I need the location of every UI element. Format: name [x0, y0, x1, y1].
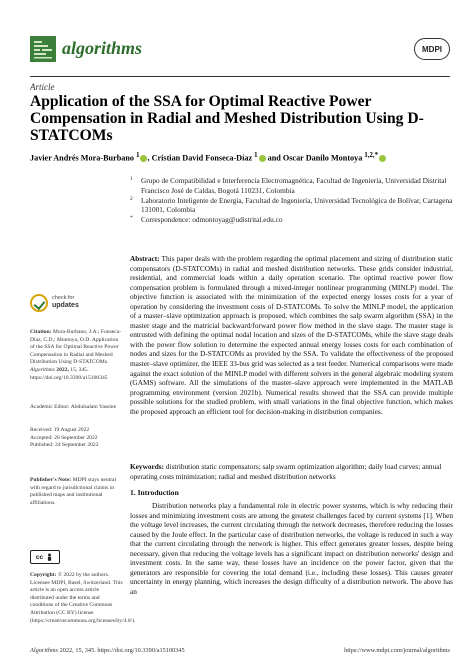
date-accepted: Accepted: 20 September 2022: [30, 434, 98, 441]
academic-editor: Academic Editor: Abdulsalam Yassine: [30, 404, 117, 410]
affiliation-mark: 2: [130, 195, 133, 202]
affiliation-text: Laboratorio Inteligente de Energía, Facultad de Ingeniería, Universidad Tecnológica de Bolívar, Cartagena 131001, Colombia: [141, 195, 453, 214]
person-icon: [45, 553, 54, 562]
author-name[interactable]: Javier Andrés Mora-Burbano: [30, 153, 135, 163]
affiliation-mark: *: [130, 215, 133, 221]
journal-header: [30, 36, 450, 70]
affiliation-text: Grupo de Compatibilidad e Interferencia Electromagnética, Facultad de Ingeniería, Universidad Distrital Francisco José de Caldas, Bogotá 110231, Colombia: [141, 176, 447, 195]
correspondence-text[interactable]: Correspondence: odmontoyag@udistrital.edu.co: [141, 215, 283, 224]
publisher-note-text: MDPI stays neutral with regard to jurisdictional claims in published maps and institutional affiliations.: [30, 477, 117, 506]
copyright-block: [30, 572, 136, 625]
affiliation-item: [130, 196, 455, 215]
author-separator: ,: [147, 153, 150, 163]
intro-paragraph: Distribution networks play a fundamental role in electric power systems, which is why reducing their losses and minimizing investment costs are among the greatest challenges faced by current systems [1]. When the voltage level increases, the current circulating through the network decreases, therefore reducing the losses caused by the Joule effect. In the particular case of distribution networks, the voltage is reduced in such a way that the current circulating through the network is higher. This effect generates greater losses, despite being necessary, given that reducing the voltage levels has a significant impact on distribution networks' design and investment costs. In the same way, these losses have an incidence on the power factor, given that the generators are responsible for covering the total demand (i.e., including these losses). This causes greater uncertainty in energy planning, which increases the design difficulty of a distribution network. The above has an: [130, 501, 453, 596]
footer-doi[interactable]: 2022, 15, 345. https://doi.org/10.3390/a15100345: [59, 647, 185, 654]
citation-block: [30, 329, 124, 382]
footer-journal: Algorithms: [30, 647, 58, 654]
author-name[interactable]: Oscar Danilo Montoya: [282, 153, 363, 163]
orcid-icon[interactable]: [259, 155, 266, 162]
cc-badge-text: cc: [35, 553, 44, 561]
mdpi-logo[interactable]: MDPI: [414, 38, 450, 60]
citation-doi[interactable]: 15, 345. https://doi.org/10.3390/a15100345: [30, 366, 108, 381]
abstract-text: This paper deals with the problem regarding the optimal placement and sizing of distribution static compensators (D-STATCOMs) in radial and meshed distribution networks. These grids consider industrial, residential, and commercial loads within a daily operation scenario. The optimal reactive power flow compensation problem is formulated through a mixed-integer nonlinear programming (MINLP) model. The objective function is associated with the minimization of the expected energy losses costs for a year of operation by considering the investment costs of D-STATCOMs. To solve the MINLP model, the application of a master–slave optimization approach is proposed, which combines the salp swarm algorithm (SSA) in the master stage and the matricial backward/forward power flow method in the slave stage. The master stage is entrusted with defining the optimal nodal location and sizes of the D-STATCOMs, while the slave stage deals with the power flow solution to determine the expected annual energy losses costs for each combination of nodes and sizes for the D-STATCOMs as provided by the SSA. To validate the effectiveness of the proposed master–slave optimizer, the IEEE 33-bus grid was selected as a test feeder. Numerical comparisons were made against the exact solution of the MINLP model with different solvers in the general algebraic modeling system (GAMS) software. All the simulations of the master–slave approach were implemented in the MATLAB programming environment (version 2021b). Numerical results showed that the SSA can provide multiple possible solutions for the studied problem, with small variations in the final objective function, which makes the proposed approach an efficient tool for decision-making in distribution companies.: [130, 254, 453, 416]
affiliation-item: [130, 176, 455, 195]
affiliation-mark: 1: [130, 176, 133, 182]
author-list: [30, 150, 450, 164]
publisher-note: [30, 477, 124, 507]
check-updates-icon: [30, 294, 48, 312]
keywords: [130, 462, 453, 481]
citation-year: 2022,: [56, 366, 69, 373]
check-updates-line1: check for: [52, 295, 75, 301]
citation-text: Mora-Burbano, J.A.; Fonseca-Díaz, C.D.; Montoya, O.D. Application of the SSA for Optimal Reactive Power Compensation in Radial and Meshed Distribution Using D-STATCOMs.: [30, 329, 122, 366]
affiliations: [130, 176, 455, 225]
header-rule: [30, 76, 450, 77]
footer-journal-url[interactable]: https://www.mdpi.com/journal/algorithms: [344, 647, 450, 654]
abstract-label: Abstract:: [130, 254, 160, 263]
check-updates-line2: updates: [52, 302, 79, 309]
keywords-text: distribution static compensators; salp swarm optimization algorithm; daily load curves; annual operating costs minimization; radial and meshed distribution networks: [130, 462, 442, 481]
citation-journal: Algorithms: [30, 366, 55, 373]
copyright-text[interactable]: © 2022 by the authors. Licensee MDPI, Basel, Switzerland. This article is an open access article distributed under the terms and conditions of the Creative Commons Attribution (CC BY) license (https://creativecommons.org/licenses/by/4.0/).: [30, 572, 136, 624]
author-affil-mark: 1,2,*: [364, 152, 379, 159]
cc-by-license-icon[interactable]: [30, 550, 60, 564]
author-and: and: [267, 153, 281, 163]
journal-name[interactable]: algorithms: [62, 38, 143, 58]
date-received: Received: 19 August 2022: [30, 427, 90, 433]
correspondence: [130, 215, 455, 225]
orcid-icon[interactable]: [379, 155, 386, 162]
publisher-note-label: Publisher's Note:: [30, 477, 72, 483]
copyright-label: Copyright:: [30, 572, 57, 578]
author-name[interactable]: Cristian David Fonseca-Díaz: [151, 153, 253, 163]
article-type: Article: [30, 82, 55, 92]
keywords-label: Keywords:: [130, 462, 165, 471]
section-title: 1. Introduction: [130, 488, 179, 497]
check-for-updates-badge[interactable]: [30, 293, 100, 317]
citation-label: Citation:: [30, 329, 52, 335]
algorithms-logo-icon: [30, 36, 56, 62]
author-affil-mark: 1: [254, 152, 258, 159]
abstract: [130, 254, 453, 416]
author-affil-mark: 1: [136, 152, 140, 159]
date-published: Published: 24 September 2022: [30, 442, 99, 449]
dates-block: [30, 427, 124, 450]
footer-citation: [30, 647, 185, 654]
article-title: Application of the SSA for Optimal Reactive Power Compensation in Radial and Meshed Distribution Using D-STATCOMs: [30, 93, 424, 144]
